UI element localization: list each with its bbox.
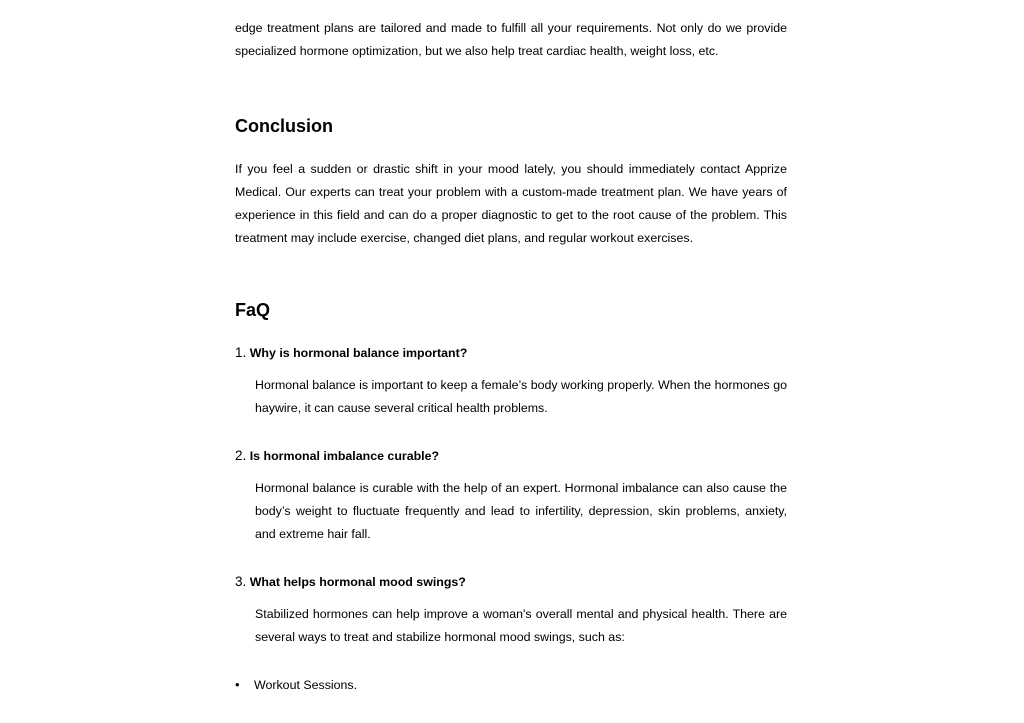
faq-question-text: Why is hormonal balance important? <box>249 346 468 360</box>
faq-item <box>235 446 787 546</box>
faq-question <box>235 572 787 592</box>
bullet-list <box>235 675 787 695</box>
list-item-text: Workout Sessions. <box>254 678 358 692</box>
bullet-marker: • <box>235 677 240 692</box>
intro-paragraph: edge treatment plans are tailored and made to fulfill all your requirements. Not only do we provide specialized hormone optimization, but we also help treat cardiac health, weight loss, etc. <box>235 21 787 58</box>
faq-number: 1. <box>235 345 247 360</box>
faq-heading: FaQ <box>235 300 271 320</box>
faq-question-text: What helps hormonal mood swings? <box>249 575 466 589</box>
conclusion-paragraph: If you feel a sudden or drastic shift in your mood lately, you should immediately contact Apprize Medical. Our experts can treat your problem with a custom-made treatment plan. We have years of experience in this field and can do a proper diagnostic to get to the root cause of the problem. This treatment may include exercise, changed diet plans, and regular workout exercises. <box>235 162 787 245</box>
faq-answer: Hormonal balance is important to keep a female’s body working properly. When the hormones go haywire, it can cause several critical health problems. <box>255 378 787 415</box>
faq-question <box>235 446 787 466</box>
faq-item <box>235 343 787 420</box>
faq-number: 3. <box>235 574 247 589</box>
faq-question <box>235 343 787 363</box>
faq-item <box>235 572 787 649</box>
faq-question-text: Is hormonal imbalance curable? <box>249 449 440 463</box>
faq-answer: Stabilized hormones can help improve a woman's overall mental and physical health. There are several ways to treat and stabilize hormonal mood swings, such as: <box>255 607 787 644</box>
faq-number: 2. <box>235 448 247 463</box>
list-item <box>235 675 787 695</box>
document-body <box>235 17 787 695</box>
faq-answer: Hormonal balance is curable with the help of an expert. Hormonal imbalance can also cause the body’s weight to fluctuate frequently and lead to infertility, depression, skin problems, anxiety, and extreme hair fall. <box>255 481 787 541</box>
conclusion-heading: Conclusion <box>235 116 333 136</box>
